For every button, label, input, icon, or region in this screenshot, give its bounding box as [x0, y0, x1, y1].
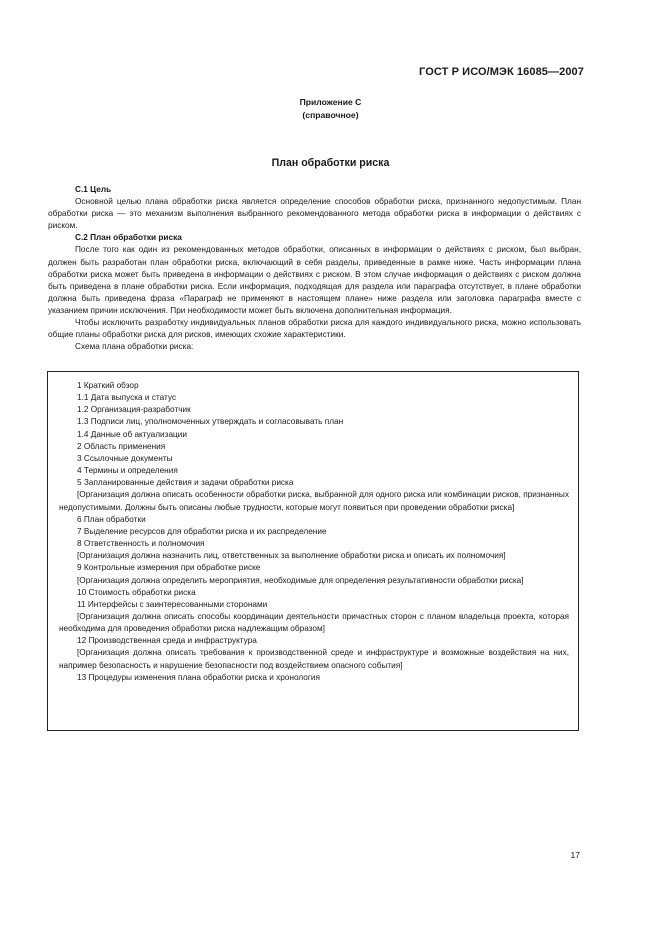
- scheme-box: [47, 371, 579, 731]
- annex-heading: [0, 96, 661, 122]
- c2-paragraph-2: Чтобы исключить разработку индивидуальных планов обработки риска для каждого индивидуального риска, можно использовать общие планы обработки риска для рисков, имеющих схожие характеристики.: [48, 318, 581, 340]
- scheme-note: [Организация должна описать требования к производственной среде и инфраструктуре и возможные воздействия на них, например безопасность и нарушение безопасности под воздействием опасного события]: [59, 648, 569, 670]
- scheme-item: 2 Область применения: [77, 441, 166, 451]
- annex-subtitle: (справочное): [302, 110, 359, 120]
- scheme-item: 10 Стоимость обработки риска: [77, 587, 196, 597]
- c1-paragraph: Основной целью плана обработки риска является определение способов обработки риска, признанного недопустимым. План обработки риска — это механизм выполнения выбранного рекомендованного метода обработки риска в информации о действиях с риском.: [48, 197, 581, 231]
- scheme-item: 8 Ответственность и полномочия: [77, 539, 205, 549]
- scheme-item: 5 Запланированные действия и задачи обработки риска: [77, 478, 294, 488]
- annex-title: Приложение С: [299, 97, 362, 107]
- document-standard-code: ГОСТ Р ИСО/МЭК 16085—2007: [419, 66, 584, 78]
- scheme-note: [Организация должна описать особенности обработки риска, выбранной для одного риска или комбинации рисков, признанных недопустимыми. Должны быть описаны любые трудности, которые могут появиться при проведении обработки риска]: [59, 490, 569, 512]
- c2-heading: С.2 План обработки риска: [75, 233, 182, 243]
- scheme-note: [Организация должна определить мероприятия, необходимые для определения результативности обработки риска]: [77, 575, 524, 585]
- page-number: 17: [570, 850, 580, 860]
- scheme-note: [Организация должна описать способы координации деятельности причастных сторон с планом владельца проекта, которая необходима для проведения обработки риска надлежащим образом]: [59, 611, 569, 634]
- section-title: План обработки риска: [271, 157, 390, 169]
- c1-heading: С.1 Цель: [75, 185, 112, 194]
- scheme-item: 1 Краткий обзор: [77, 381, 139, 390]
- c2-paragraph: После того как один из рекомендованных методов обработки, описанных в информации о действиях с риском, был выбран, должен быть разработан план обработки риска, включающий в себя разделы, приведенные в рамке ниже. Часть информации плана обработки риска может быть приведена в информации о действиях с риском. В этом случае информация о действиях с риском должна быть приведена в плане обработки риска. Если информация, подходящая для раздела или параграфа отсутствует, в плане обработки должна быть приведена фраза «Параграф не применяют в настоящем плане» ниже раздела или заголовка параграфа вместе с указанием причин исключения. При необходимости может быть включена дополнительная информация.: [48, 245, 581, 315]
- scheme-item: 1.4 Данные об актуализации: [77, 429, 187, 439]
- scheme-item: 6 План обработки: [77, 514, 146, 524]
- scheme-item: 7 Выделение ресурсов для обработки риска и их распределение: [77, 526, 327, 536]
- scheme-item: 12 Производственная среда и инфраструктура: [77, 636, 257, 646]
- scheme-item: 4 Термины и определения: [77, 466, 178, 476]
- scheme-item: 1.2 Организация-разработчик: [77, 405, 191, 415]
- scheme-note: [Организация должна назначить лиц, ответственных за выполнение обработки риска и описать их полномочия]: [77, 551, 506, 561]
- scheme-intro: Схема плана обработки риска:: [75, 342, 194, 352]
- body-text: [48, 184, 581, 353]
- scheme-item: 11 Интерфейсы с заинтересованными сторонами: [77, 599, 268, 609]
- scheme-item: 1.3 Подписи лиц, уполномоченных утверждать и согласовывать план: [77, 417, 344, 427]
- scheme-item: 3 Ссылочные документы: [77, 453, 173, 463]
- scheme-list: [48, 380, 569, 684]
- scheme-item: 1.1 Дата выпуска и статус: [77, 393, 177, 403]
- scheme-item: 9 Контрольные измерения при обработке риске: [77, 563, 261, 573]
- scheme-item: 13 Процедуры изменения плана обработки риска и хронология: [77, 672, 320, 682]
